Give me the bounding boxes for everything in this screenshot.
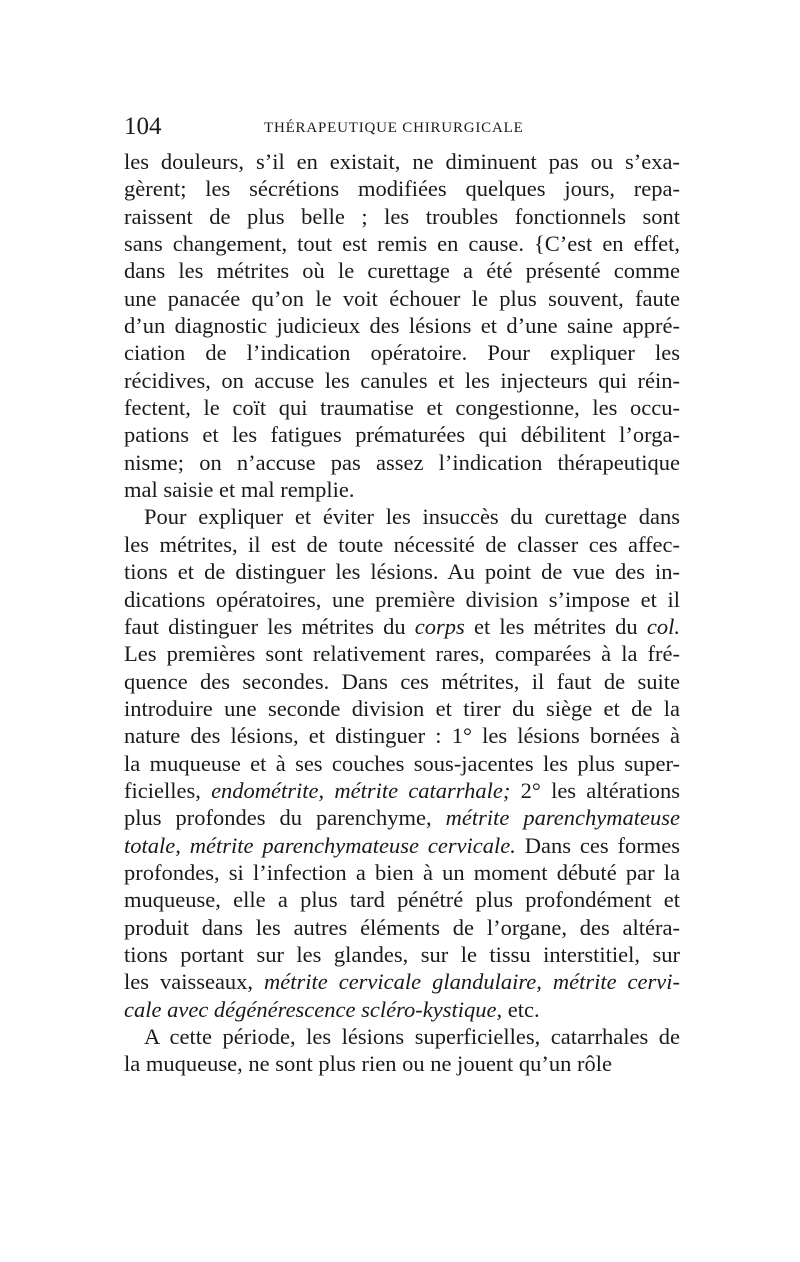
text-line [124,203,680,230]
text-line [124,586,680,613]
text-segment: pations et les fatigues prématurées qui débilitent l’orga- [124,422,680,448]
text-segment: et les métrites du [464,613,647,639]
text-line [124,968,680,995]
text-line [124,996,680,1023]
running-title: THÉRAPEUTIQUE CHIRURGICALE [264,120,524,136]
italic-text: cale avec dégénérescence scléro-kystique, [124,996,503,1022]
italic-text: métrite cervicale glandulaire, métrite cervi- [264,969,680,995]
text-line [124,832,680,859]
italic-text: col. [646,613,680,639]
text-segment: sans changement, tout est remis en cause. {C’est en effet, [124,231,680,257]
text-line [124,1023,680,1050]
text-segment: nature des lésions, et distinguer : 1° les lésions bornées à [124,723,680,749]
text-line [124,558,680,585]
text-line [124,941,680,968]
text-segment: produit dans les autres éléments de l’organe, des altéra- [124,914,680,940]
text-line [124,230,680,257]
running-head [124,112,680,142]
text-segment: mal saisie et mal remplie. [124,477,355,503]
text-segment: Dans ces formes [515,832,680,858]
text-segment: faut distinguer les métrites du [124,613,415,639]
text-segment: fectent, le coït qui traumatise et congestionne, les occu- [124,395,680,421]
text-line [124,421,680,448]
text-segment: profondes, si l’infection a bien à un moment débuté par la [124,859,680,885]
text-segment: Les premières sont relativement rares, comparées à la fré- [124,641,680,667]
text-segment: A cette période, les lésions superficielles, catarrhales de [144,1024,680,1049]
page-number: 104 [124,113,162,140]
text-line [124,503,680,530]
text-segment: 2° les altérations [510,777,680,803]
text-segment: les métrites, il est de toute nécessité de classer ces affec- [124,531,680,557]
text-line [124,175,680,202]
text-segment: Pour expliquer et éviter les insuccès du curettage dans [144,504,680,530]
text-line [124,339,680,366]
text-line [124,613,680,640]
text-line [124,257,680,284]
text-segment: d’un diagnostic judicieux des lésions et d’une saine appré- [124,313,680,339]
text-line [124,750,680,777]
text-segment: la muqueuse, ne sont plus rien ou ne jouent qu’un rôle [124,1051,613,1077]
text-segment: une panacée qu’on le voit échouer le plus souvent, faute [124,285,680,311]
italic-text: corps [414,613,465,639]
text-line [124,640,680,667]
italic-text: endométrite, métrite catarrhale; [211,777,511,803]
text-segment: nisme; on n’accuse pas assez l’indication thérapeutique [124,449,680,475]
text-segment: dans les métrites où le curettage a été présenté comme [124,258,680,284]
text-line [124,394,680,421]
text-segment: dications opératoires, une première division s’impose et il [124,586,680,612]
text-segment: récidives, on accuse les canules et les injecteurs qui réin- [124,367,680,393]
text-line [124,777,680,804]
text-line [124,367,680,394]
text-segment: muqueuse, elle a plus tard pénétré plus profondément et [124,887,680,913]
text-segment: ficielles, [124,777,212,803]
text-line [124,695,680,722]
text-segment: gèrent; les sécrétions modifiées quelques jours, repa- [124,176,680,202]
text-line [124,722,680,749]
text-segment: introduire une seconde division et tirer du siège et de la [124,695,680,721]
text-line [124,1050,680,1077]
text-line [124,859,680,886]
text-line [124,148,680,175]
text-line [124,668,680,695]
text-segment: tions portant sur les glandes, sur le tissu interstitiel, sur [124,941,680,967]
text-line [124,886,680,913]
text-line [124,285,680,312]
text-segment: la muqueuse et à ses couches sous-jacentes les plus super- [124,750,680,776]
text-line [124,449,680,476]
text-line [124,531,680,558]
text-line [124,914,680,941]
text-segment: les douleurs, s’il en existait, ne diminuent pas ou s’exa- [124,149,680,174]
text-segment: les vaisseaux, [124,969,265,995]
text-segment: etc. [502,996,540,1022]
text-segment: raissent de plus belle ; les troubles fonctionnels sont [124,203,680,229]
text-segment: ciation de l’indication opératoire. Pour expliquer les [124,340,680,366]
body-text [124,148,680,1078]
text-line [124,804,680,831]
text-segment: quence des secondes. Dans ces métrites, il faut de suite [124,668,680,694]
text-line [124,312,680,339]
text-segment: tions et de distinguer les lésions. Au point de vue des in- [124,559,680,585]
text-segment: plus profondes du parenchyme, [124,805,446,831]
italic-text: totale, métrite parenchymateuse cervicale. [124,832,516,858]
italic-text: métrite parenchymateuse [445,805,680,831]
text-line [124,476,680,503]
